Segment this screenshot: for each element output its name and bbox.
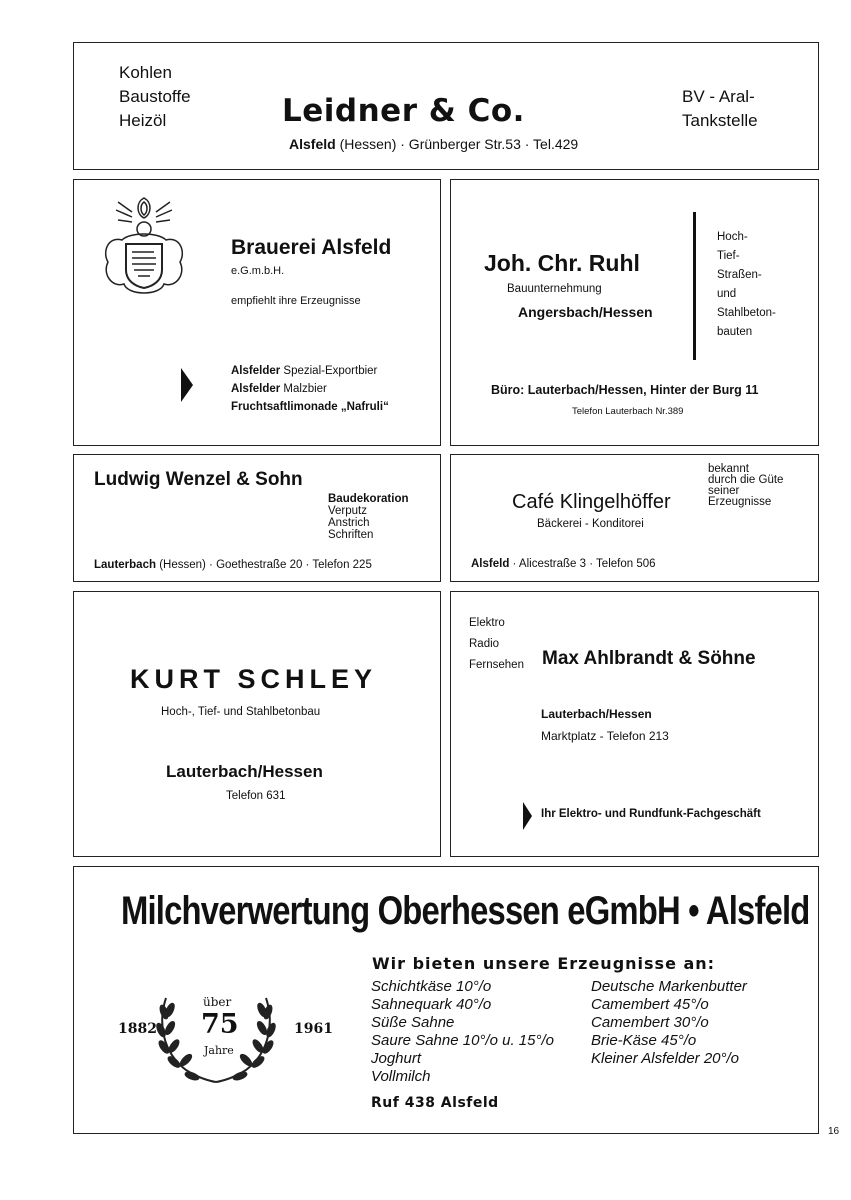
anniversary-number: 75 — [201, 1009, 239, 1040]
ruhl-service: Hoch- — [717, 231, 748, 243]
leidner-tankstelle — [682, 85, 758, 133]
cafe-address — [471, 558, 656, 570]
ruhl-subtitle: Bauunternehmung — [507, 283, 602, 295]
milch-product: Deutsche Markenbutter — [591, 978, 747, 995]
milch-phone: Ruf 438 Alsfeld — [371, 1095, 499, 1111]
brauerei-products — [231, 362, 389, 416]
ahlbrandt-category: Radio — [469, 638, 500, 650]
leidner-product: Heizöl — [119, 111, 167, 130]
milch-products-column-2 — [591, 978, 747, 1068]
product-text: Fruchtsaftlimonade „Nafruli“ — [231, 401, 389, 413]
wenzel-service: Baudekoration — [328, 493, 409, 505]
ruhl-name: Joh. Chr. Ruhl — [484, 250, 640, 276]
wenzel-address-rest: (Hessen) · Goethestraße 20 · Telefon 225 — [156, 559, 372, 571]
leidner-address — [289, 136, 578, 152]
leidner-right-line: Tankstelle — [682, 111, 758, 130]
milch-title: Milchverwertung Oberhessen eGmbH • Alsfeld — [121, 889, 810, 933]
ruhl-service: Straßen- — [717, 269, 762, 281]
arrow-icon — [181, 368, 193, 402]
leidner-name: Leidner & Co. — [282, 93, 525, 129]
cafe-city: Alsfeld — [471, 558, 510, 570]
divider — [693, 212, 696, 360]
ruhl-service: und — [717, 288, 737, 300]
leidner-products — [119, 61, 191, 133]
ad-milchverwertung — [73, 866, 819, 1134]
ad-ahlbrandt — [450, 591, 819, 857]
milch-product: Süße Sahne — [371, 1014, 455, 1031]
cafe-slogan-line: seiner — [708, 485, 740, 497]
milch-products-column-1 — [371, 978, 554, 1086]
milch-product: Brie-Käse 45°/o — [591, 1032, 697, 1049]
year-end: 1961 — [294, 1021, 333, 1037]
wenzel-service: Schriften — [328, 529, 374, 541]
ruhl-office: Büro: Lauterbach/Hessen, Hinter der Burg 11 — [491, 383, 759, 397]
ruhl-telephone: Telefon Lauterbach Nr.389 — [572, 406, 684, 417]
milch-product: Vollmilch — [371, 1068, 431, 1085]
milch-product: Saure Sahne 10°/o u. 15°/o — [371, 1032, 554, 1049]
anniversary-ueber: über — [203, 995, 232, 1009]
ahlbrandt-name: Max Ahlbrandt & Söhne — [542, 648, 756, 669]
ruhl-services — [717, 228, 776, 342]
ruhl-place: Angersbach/Hessen — [518, 304, 653, 320]
ad-leidner — [73, 42, 819, 170]
leidner-product: Baustoffe — [119, 87, 191, 106]
wenzel-services — [328, 493, 409, 541]
ahlbrandt-categories — [469, 613, 524, 676]
brauerei-tagline: empfiehlt ihre Erzeugnisse — [231, 295, 361, 307]
schley-name: KURT SCHLEY — [130, 664, 378, 694]
wenzel-name: Ludwig Wenzel & Sohn — [94, 469, 303, 490]
cafe-slogan-line: bekannt — [708, 463, 749, 475]
milch-product: Schichtkäse 10°/o — [371, 978, 492, 995]
ahlbrandt-category: Fernsehen — [469, 659, 524, 671]
ruhl-service: bauten — [717, 326, 753, 338]
wenzel-city: Lauterbach — [94, 559, 156, 571]
brauerei-product — [231, 380, 389, 398]
ad-wenzel — [73, 454, 441, 582]
brauerei-product — [231, 362, 389, 380]
ruhl-service: Stahlbeton- — [717, 307, 776, 319]
leidner-right-line: BV - Aral- — [682, 87, 755, 106]
leidner-city: Alsfeld — [289, 136, 336, 152]
ahlbrandt-address: Marktplatz - Telefon 213 — [541, 729, 669, 743]
milch-product: Sahnequark 40°/o — [371, 996, 492, 1013]
ad-cafe — [450, 454, 819, 582]
product-text: Malzbier — [280, 383, 327, 395]
cafe-slogan — [708, 464, 783, 508]
milch-product: Camembert 45°/o — [591, 996, 709, 1013]
wenzel-service: Anstrich — [328, 517, 370, 529]
product-text: Spezial-Exportbier — [280, 365, 378, 377]
arrow-icon — [523, 802, 532, 830]
cafe-slogan-line: Erzeugnisse — [708, 496, 772, 508]
milch-product: Camembert 30°/o — [591, 1014, 709, 1031]
wenzel-address — [94, 559, 372, 571]
ahlbrandt-category: Elektro — [469, 617, 505, 629]
ruhl-service: Tief- — [717, 250, 740, 262]
cafe-subtitle: Bäckerei - Konditorei — [537, 518, 644, 530]
schley-telephone: Telefon 631 — [226, 790, 286, 802]
cafe-name: Café Klingelhöffer — [512, 491, 671, 513]
page-number: 16 — [828, 1126, 840, 1137]
schley-subtitle: Hoch-, Tief- und Stahlbetonbau — [161, 706, 321, 718]
leidner-product: Kohlen — [119, 63, 172, 82]
product-brand: Alsfelder — [231, 383, 281, 395]
ad-brauerei — [73, 179, 441, 446]
cafe-address-rest: · Alicestraße 3 · Telefon 506 — [509, 558, 656, 570]
milch-product: Joghurt — [371, 1050, 422, 1067]
brauerei-legal-form: e.G.m.b.H. — [231, 265, 285, 277]
coat-of-arms-icon — [98, 192, 190, 304]
brauerei-product — [231, 398, 389, 416]
ad-schley — [73, 591, 441, 857]
milch-product: Kleiner Alsfelder 20°/o — [591, 1050, 740, 1067]
ad-ruhl — [450, 179, 819, 446]
schley-place: Lauterbach/Hessen — [166, 762, 323, 781]
ahlbrandt-slogan: Ihr Elektro- und Rundfunk-Fachgeschäft — [541, 808, 761, 820]
cafe-slogan-line: durch die Güte — [708, 474, 784, 486]
year-start: 1882 — [118, 1021, 157, 1037]
wenzel-service: Verputz — [328, 505, 367, 517]
milch-subtitle: Wir bieten unsere Erzeugnisse an: — [372, 954, 716, 973]
brauerei-name: Brauerei Alsfeld — [231, 236, 392, 259]
ahlbrandt-place: Lauterbach/Hessen — [541, 707, 652, 721]
product-brand: Alsfelder — [231, 365, 281, 377]
anniversary-jahre: Jahre — [204, 1044, 234, 1057]
leidner-address-rest: (Hessen) · Grünberger Str.53 · Tel.429 — [335, 136, 579, 152]
